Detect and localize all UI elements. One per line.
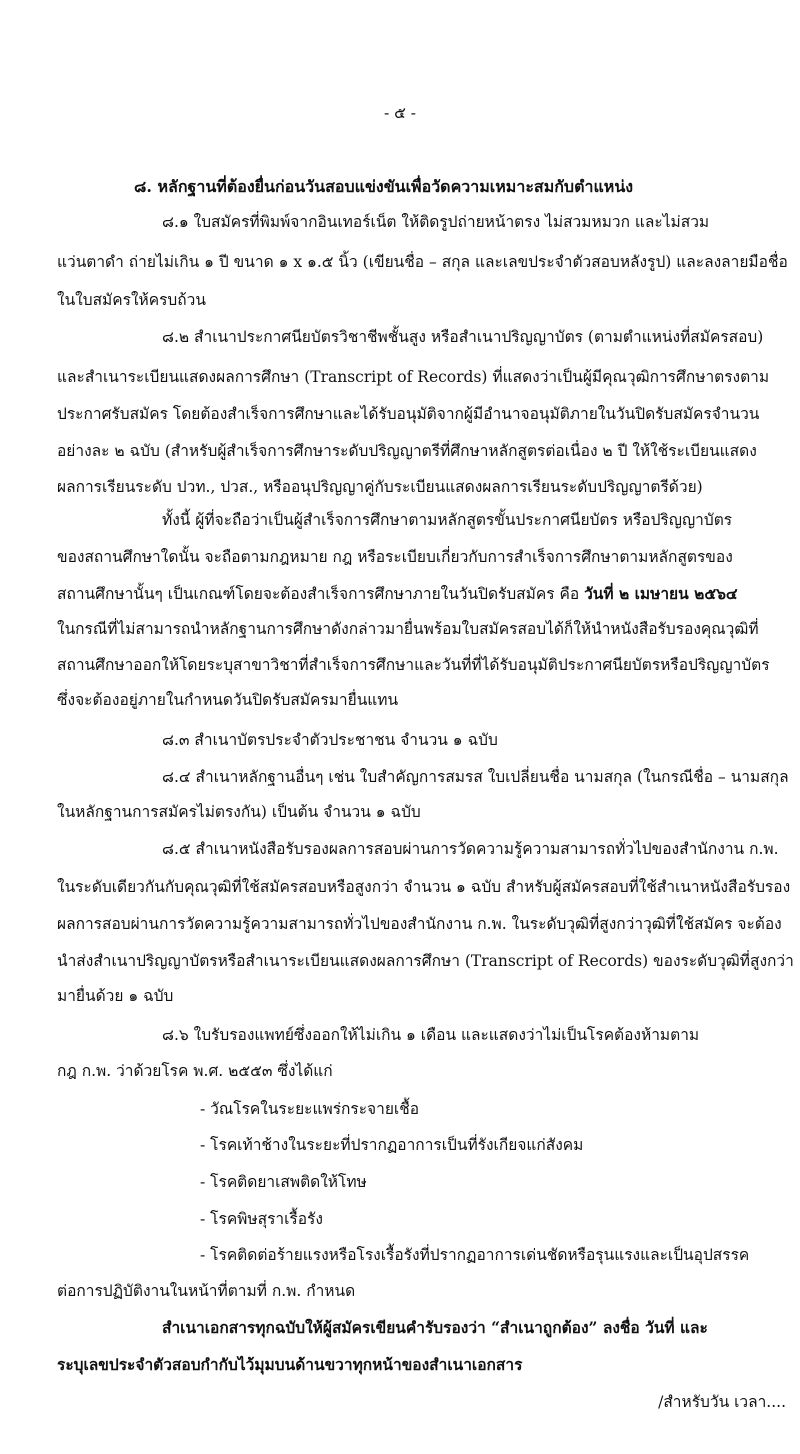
- certify-line-2: ระบุเลขประจำตัวสอบกำกับไว้มุมบนด้านขวาทุกหน้าของสำเนาเอกสาร: [57, 1355, 523, 1374]
- p85-line-3: ผลการสอบผ่านการวัดความรู้ความสามารถทั่วไปของสำนักงาน ก.พ. ในระดับวุฒิที่สูงกว่าวุฒิที่ใช้สมัคร จะต้อง: [57, 915, 782, 933]
- disease-item: - โรคพิษสุราเรื้อรัง: [200, 1210, 323, 1228]
- disease-item: - โรคติดต่อร้ายแรงหรือโรงเรื้อรังที่ปรากฏอาการเด่นชัดหรือรุนแรงและเป็นอุปสรรค: [200, 1246, 750, 1264]
- disease-item: - วัณโรคในระยะแพร่กระจายเชื้อ: [200, 1100, 420, 1118]
- continued-marker: /สำหรับวัน เวลา....: [658, 1393, 786, 1411]
- note-line-2: ของสถานศึกษาใดนั้น จะถือตามกฎหมาย กฎ หรือระเบียบเกี่ยวกับการสำเร็จการศึกษาตามหลักสูตรของ: [57, 548, 733, 566]
- note-line-6: ซึ่งจะต้องอยู่ภายในกำหนดวันปิดรับสมัครมายื่นแทน: [57, 691, 399, 709]
- closing-date: วันที่ ๒ เมษายน ๒๕๖๔: [584, 584, 738, 603]
- note-line-1: ทั้งนี้ ผู้ที่จะถือว่าเป็นผู้สำเร็จการศึกษาตามหลักสูตรขั้นประกาศนียบัตร หรือปริญญาบัตร: [162, 511, 733, 529]
- p82-line-5: ผลการเรียนระดับ ปวท., ปวส., หรืออนุปริญญาคู่กับระเบียนแสดงผลการเรียนระดับปริญญาตรีด้วย): [57, 478, 703, 496]
- p81-line-1: ๘.๑ ใบสมัครที่พิมพ์จากอินเทอร์เน็ต ให้ติดรูปถ่ายหน้าตรง ไม่สวมหมวก และไม่สวม: [162, 213, 710, 231]
- p85-line-4: นำส่งสำเนาปริญญาบัตรหรือสำเนาระเบียนแสดงผลการศึกษา (Transcript of Records) ของระดับวุฒิที่สูงกว่า: [57, 952, 794, 970]
- p82-line-2: และสำเนาระเบียนแสดงผลการศึกษา (Transcript of Records) ที่แสดงว่าเป็นผู้มีคุณวุฒิการศึกษาตรงตาม: [57, 368, 770, 386]
- note-closing-lead: สถานศึกษานั้นๆ เป็นเกณฑ์โดยจะต้องสำเร็จการศึกษาภายในวันปิดรับสมัคร คือ: [57, 585, 580, 603]
- p85-line-5: มายื่นด้วย ๑ ฉบับ: [57, 987, 174, 1005]
- disease-tail: ต่อการปฏิบัติงานในหน้าที่ตามที่ ก.พ. กำหนด: [57, 1282, 356, 1300]
- p82-line-3: ประกาศรับสมัคร โดยต้องสำเร็จการศึกษาและได้รับอนุมัติจากผู้มีอำนาจอนุมัติภายในวันปิดรับสมัครจำนวน: [57, 405, 760, 423]
- p84-line-2: ในหลักฐานการสมัครไม่ตรงกัน) เป็นต้น จำนวน ๑ ฉบับ: [57, 803, 421, 821]
- page-number: - ๕ -: [383, 104, 417, 122]
- disease-item: - โรคติดยาเสพติดให้โทษ: [200, 1173, 367, 1191]
- p84-line-1: ๘.๔ สำเนาหลักฐานอื่นๆ เช่น ใบสำคัญการสมรส ใบเปลี่ยนชื่อ นามสกุล (ในกรณีชื่อ – นามสกุล: [162, 768, 789, 786]
- p82-line-4: อย่างละ ๒ ฉบับ (สำหรับผู้สำเร็จการศึกษาระดับปริญญาตรีที่ศึกษาหลักสูตรต่อเนื่อง ๒ ปี ให้ใช้ระเบียนแสดง: [57, 442, 757, 460]
- p86-line-2: กฎ ก.พ. ว่าด้วยโรค พ.ศ. ๒๕๕๓ ซึ่งได้แก่: [57, 1062, 333, 1080]
- note-line-5: สถานศึกษาออกให้โดยระบุสาขาวิชาที่สำเร็จการศึกษาและวันที่ที่ได้รับอนุมัติประกาศนียบัตรหรือปริญญาบัตร: [57, 656, 770, 674]
- p83-line: ๘.๓ สำเนาบัตรประจำตัวประชาชน จำนวน ๑ ฉบับ: [162, 731, 498, 749]
- note-line-3: [57, 586, 738, 603]
- p85-line-1: ๘.๕ สำเนาหนังสือรับรองผลการสอบผ่านการวัดความรู้ความสามารถทั่วไปของสำนักงาน ก.พ.: [162, 840, 779, 858]
- disease-item: - โรคเท้าช้างในระยะที่ปรากฏอาการเป็นที่รังเกียจแก่สังคม: [200, 1136, 584, 1154]
- p85-line-2: ในระดับเดียวกันกับคุณวุฒิที่ใช้สมัครสอบหรือสูงกว่า จำนวน ๑ ฉบับ สำหรับผู้สมัครสอบที่ใช้สำเนาหนังสือรับรอง: [57, 878, 791, 896]
- note-line-4: ในกรณีที่ไม่สามารถนำหลักฐานการศึกษาดังกล่าวมายื่นพร้อมใบสมัครสอบได้ก็ให้นำหนังสือรับรองคุณวุฒิที่: [57, 620, 759, 638]
- section-heading: ๘. หลักฐานที่ต้องยื่นก่อนวันสอบแข่งขันเพื่อวัดความเหมาะสมกับตำแหน่ง: [134, 177, 634, 196]
- p81-line-3: ในใบสมัครให้ครบถ้วน: [57, 291, 206, 309]
- p82-line-1: ๘.๒ สำเนาประกาศนียบัตรวิชาชีพชั้นสูง หรือสำเนาปริญญาบัตร (ตามตำแหน่งที่สมัครสอบ): [162, 328, 764, 346]
- p81-line-2: แว่นตาดำ ถ่ายไม่เกิน ๑ ปี ขนาด ๑ x ๑.๕ นิ้ว (เขียนชื่อ – สกุล และเลขประจำตัวสอบหลังรูป) และลงลายมือชื่อ: [57, 253, 788, 271]
- p86-line-1: ๘.๖ ใบรับรองแพทย์ซึ่งออกให้ไม่เกิน ๑ เดือน และแสดงว่าไม่เป็นโรคต้องห้ามตาม: [162, 1026, 700, 1044]
- certify-line-1: สำเนาเอกสารทุกฉบับให้ผู้สมัครเขียนคำรับรองว่า “สำเนาถูกต้อง” ลงชื่อ วันที่ และ: [162, 1318, 708, 1337]
